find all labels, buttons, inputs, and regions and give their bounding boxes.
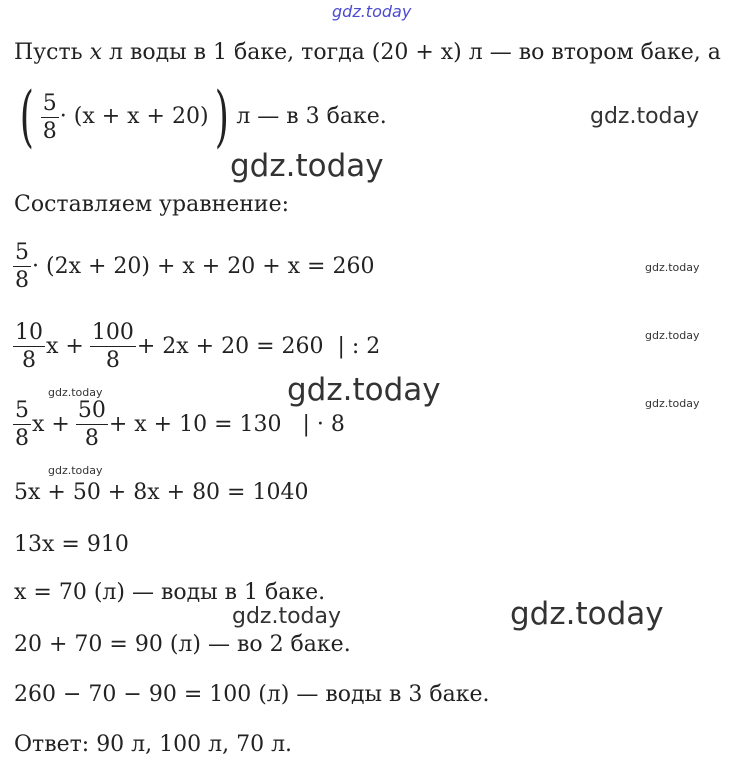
fraction <box>90 320 136 373</box>
watermark-top: gdz.today <box>332 2 412 21</box>
fraction <box>41 91 59 144</box>
watermark: gdz.today <box>645 397 700 410</box>
watermark: gdz.today <box>287 372 441 408</box>
third-tank-text: л — в 3 баке. <box>236 104 387 129</box>
fraction-numerator: 50 <box>77 398 106 423</box>
variable-x: x <box>89 40 103 65</box>
watermark: gdz.today <box>645 329 700 342</box>
fraction-denominator: 8 <box>105 348 120 373</box>
equation-3 <box>12 398 345 451</box>
equation-8: 260 − 70 − 90 = 100 (л) — воды в 3 баке. <box>14 682 490 707</box>
watermark: gdz.today <box>232 604 342 629</box>
left-paren: ( <box>19 78 34 155</box>
watermark: gdz.today <box>48 464 103 477</box>
right-paren: ) <box>214 78 229 155</box>
equation-7: 20 + 70 = 90 (л) — во 2 баке. <box>14 632 351 657</box>
fraction-numerator: 5 <box>15 398 29 423</box>
fraction-denominator: 8 <box>15 426 29 451</box>
equation-6: x = 70 (л) — воды в 1 баке. <box>14 580 326 605</box>
equation-term: + x + 10 = 130 | · 8 <box>108 411 345 437</box>
watermark: gdz.today <box>590 104 700 129</box>
intro-text: л — во втором баке, а <box>468 40 721 65</box>
equation-2 <box>12 320 380 373</box>
equation-4: 5x + 50 + 8x + 80 = 1040 <box>14 480 309 505</box>
equation-term: x + <box>46 333 84 359</box>
third-tank-line <box>14 78 387 155</box>
fraction <box>13 240 31 293</box>
intro-text: Пусть <box>14 40 83 65</box>
equation-5: 13x = 910 <box>14 532 129 557</box>
fraction-denominator: 8 <box>42 118 57 144</box>
fraction <box>13 398 31 451</box>
intro-text: л воды в 1 баке, тогда <box>109 40 365 65</box>
fraction-numerator: 10 <box>15 320 43 345</box>
fraction <box>13 320 45 373</box>
equation-term: x + <box>32 411 70 437</box>
watermark: gdz.today <box>645 261 700 274</box>
watermark: gdz.today <box>48 386 103 399</box>
intro-expression: (20 + x) <box>371 40 462 65</box>
expression: · (x + x + 20) <box>59 104 209 129</box>
watermark: gdz.today <box>510 596 664 632</box>
watermark: gdz.today <box>230 148 384 184</box>
intro-line <box>14 40 721 66</box>
fraction <box>76 398 108 451</box>
fraction-numerator: 5 <box>15 240 29 265</box>
equation-term: + 2x + 20 = 260 | : 2 <box>136 333 381 359</box>
equation-rest: · (2x + 20) + x + 20 + x = 260 <box>32 253 375 279</box>
answer-line: Ответ: 90 л, 100 л, 70 л. <box>14 732 293 757</box>
fraction-denominator: 8 <box>84 426 99 451</box>
fraction-numerator: 5 <box>42 90 57 116</box>
fraction-denominator: 8 <box>22 348 36 373</box>
equation-1 <box>12 240 374 293</box>
fraction-numerator: 100 <box>91 320 134 345</box>
fraction-denominator: 8 <box>15 268 29 293</box>
equation-heading: Составляем уравнение: <box>14 192 290 217</box>
